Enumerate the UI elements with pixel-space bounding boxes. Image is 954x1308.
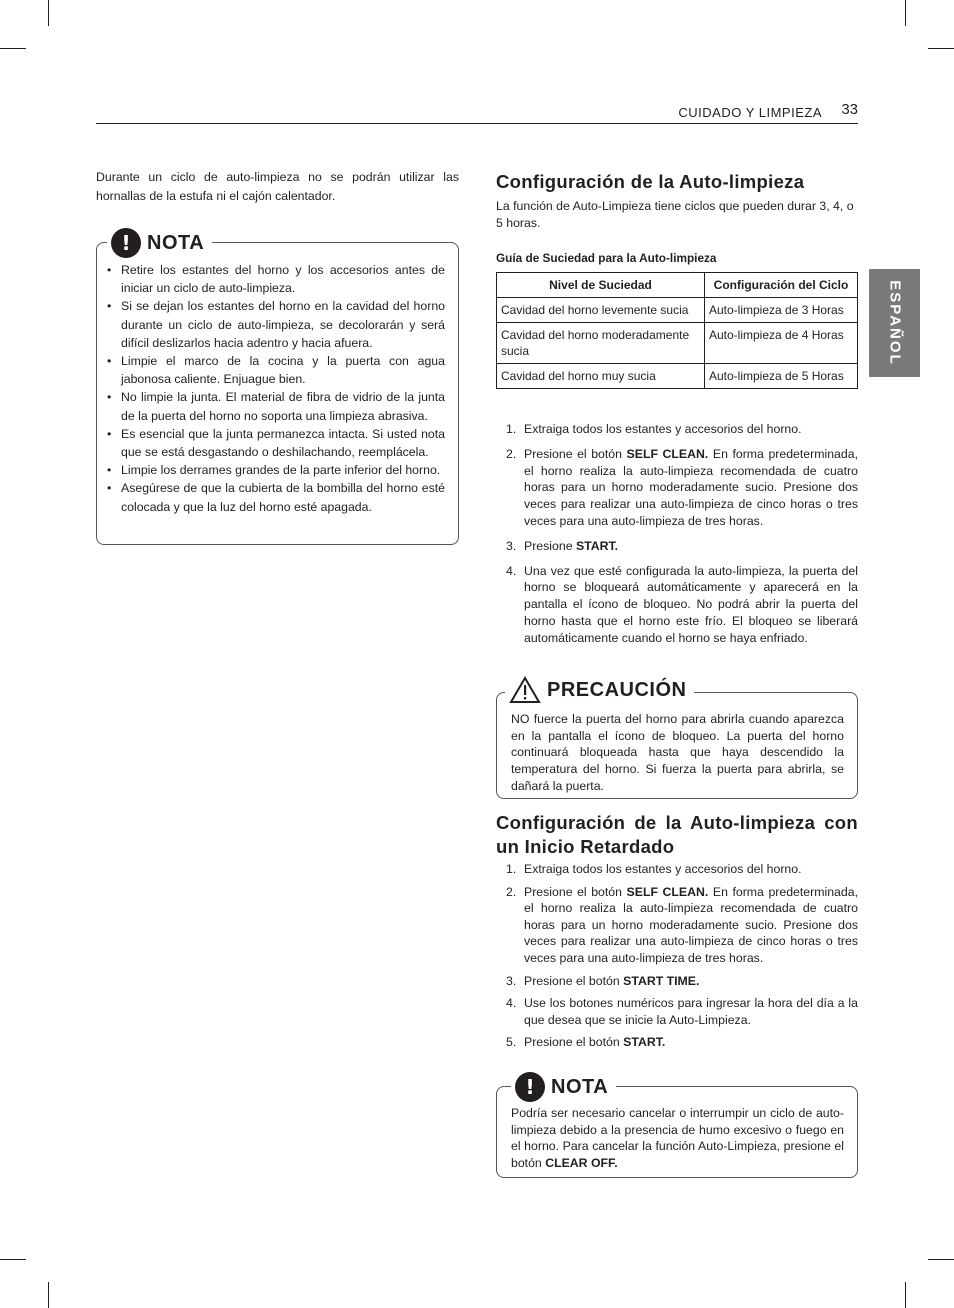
table-cell: Cavidad del horno muy sucia bbox=[497, 364, 705, 389]
step-item bbox=[496, 1034, 858, 1051]
step-item bbox=[496, 861, 858, 878]
step-text: Extraiga todos los estantes y accesorios del horno. bbox=[524, 862, 802, 876]
caution-title-group bbox=[505, 676, 694, 704]
list-item: • Si se dejan los estantes del horno en la cavidad del horno durante un ciclo de auto-limpieza, se decolorarán y será difícil deslizarlos hacia adentro y hacia afuera. bbox=[97, 297, 445, 352]
step-item bbox=[496, 538, 858, 555]
table-cell: Cavidad del horno levemente sucia bbox=[497, 298, 705, 323]
note-title-group bbox=[107, 228, 212, 258]
step-text: Extraiga todos los estantes y accesorios del horno. bbox=[524, 422, 802, 436]
page-number: 33 bbox=[841, 101, 858, 118]
step-button-name: START. bbox=[575, 538, 619, 553]
table-row bbox=[497, 323, 858, 364]
intro-text: Durante un ciclo de auto-limpieza no se podrán utilizar las hornallas de la estufa ni el cajón calentador. bbox=[96, 170, 459, 203]
crop-mark bbox=[905, 0, 906, 26]
note-box bbox=[496, 1075, 858, 1178]
step-text: Presione el botón bbox=[524, 973, 624, 988]
step-button-name: SELF CLEAN. bbox=[626, 446, 709, 461]
table-cell: Auto-limpieza de 4 Horas bbox=[705, 323, 858, 364]
note-list bbox=[97, 261, 445, 516]
step-number: 1. bbox=[506, 862, 517, 876]
list-item: • No limpie la junta. El material de fibra de vidrio de la junta de la puerta del horno no soporta una limpieza abrasiva. bbox=[97, 388, 445, 424]
exclamation-icon: ! bbox=[515, 1072, 545, 1102]
step-number: 3. bbox=[506, 538, 517, 553]
crop-mark bbox=[905, 1282, 906, 1308]
note-text bbox=[511, 1105, 844, 1172]
table-cell: Auto-limpieza de 5 Horas bbox=[705, 364, 858, 389]
crop-mark bbox=[0, 48, 26, 49]
note-text-main: Podría ser necesario cancelar o interrumpir un ciclo de auto-limpieza debido a la presencia de humo excesivo o fuego en el horno. Para cancelar la función Auto-Limpieza, presione el botón bbox=[511, 1106, 844, 1171]
step-text: Presione bbox=[524, 538, 576, 553]
section-description: La función de Auto-Limpieza tiene ciclos que pueden durar 3, 4, o 5 horas. bbox=[496, 199, 854, 230]
list-item: • Es esencial que la junta permanezca intacta. Si usted nota que se está desgastando o deshilachando, reemplácela. bbox=[97, 425, 445, 461]
table-row bbox=[497, 364, 858, 389]
note-title: NOTA bbox=[551, 1075, 609, 1098]
step-button-name: START TIME. bbox=[623, 973, 700, 988]
step-number: 4. bbox=[506, 563, 517, 578]
caution-title: PRECAUCIÓN bbox=[547, 678, 687, 701]
step-text: En forma predeterminada, el horno realiza la auto-limpieza recomendada de cuatro horas para un horno moderadamente sucio. Presione dos veces para realizar una auto-limpieza de cinco horas o tres veces para una auto-limpieza de tres horas. bbox=[524, 446, 858, 528]
list-item: • Asegúrese de que la cubierta de la bombilla del horno esté colocada y que la luz del horno esté apagada. bbox=[97, 479, 445, 515]
step-number: 2. bbox=[506, 884, 517, 899]
step-text: Presione el botón bbox=[524, 446, 627, 461]
section-title: CUIDADO Y LIMPIEZA bbox=[678, 105, 822, 120]
step-item bbox=[496, 995, 858, 1028]
steps-list bbox=[496, 421, 858, 647]
page-header bbox=[96, 100, 858, 124]
step-item bbox=[496, 563, 858, 647]
crop-mark bbox=[0, 1259, 26, 1260]
language-label: ESPAÑOL bbox=[886, 280, 903, 366]
note-text-bold: CLEAR OFF. bbox=[545, 1156, 618, 1171]
table-header-row bbox=[497, 273, 858, 298]
step-button-name: SELF CLEAN. bbox=[626, 884, 709, 899]
step-text: Una vez que esté configurada la auto-limpieza, la puerta del horno se bloqueará automáticamente y aparecerá en la pantalla el ícono de bloqueo. No podrá abrir la puerta del horno hasta que el horno este frío. El bloqueo se liberará automáticamente cuando el horno se haya enfriado. bbox=[524, 563, 858, 645]
table-cell: Auto-limpieza de 3 Horas bbox=[705, 298, 858, 323]
column-header: Configuración del Ciclo bbox=[705, 273, 858, 298]
note-box bbox=[96, 231, 459, 545]
exclamation-icon: ! bbox=[111, 228, 141, 258]
step-number: 3. bbox=[506, 973, 517, 988]
step-number: 1. bbox=[506, 422, 517, 436]
crop-mark bbox=[48, 1282, 49, 1308]
caution-text: NO fuerce la puerta del horno para abrirla cuando aparezca en la pantalla el ícono de bloqueo. La puerta del horno continuará bloqueada hasta que haya descendido la temperatura del horno. Si fuerza la puerta para abrirla, se dañará la puerta. bbox=[511, 712, 844, 793]
step-button-name: START. bbox=[623, 1035, 666, 1050]
caution-box bbox=[496, 678, 858, 799]
step-item bbox=[496, 973, 858, 990]
note-title-group bbox=[511, 1072, 616, 1102]
crop-mark bbox=[928, 1259, 954, 1260]
soil-guide-table bbox=[496, 272, 858, 389]
step-item bbox=[496, 446, 858, 530]
list-item: • Retire los estantes del horno y los accesorios antes de iniciar un ciclo de auto-limpieza. bbox=[97, 261, 445, 297]
step-text: Presione el botón bbox=[524, 884, 627, 899]
step-item bbox=[496, 884, 858, 967]
crop-mark bbox=[928, 48, 954, 49]
table-cell: Cavidad del horno moderadamente sucia bbox=[497, 323, 705, 364]
table-title: Guía de Suciedad para la Auto-limpieza bbox=[496, 251, 717, 265]
column-header: Nivel de Suciedad bbox=[497, 273, 705, 298]
section-heading: Configuración de la Auto-limpieza con un Inicio Retardado bbox=[496, 812, 858, 857]
list-item: • Limpie los derrames grandes de la parte inferior del horno. bbox=[97, 461, 445, 479]
step-number: 4. bbox=[506, 996, 517, 1011]
step-text: Presione el botón bbox=[524, 1035, 624, 1050]
section-heading: Configuración de la Auto-limpieza bbox=[496, 171, 805, 192]
warning-triangle-icon bbox=[509, 676, 541, 704]
table-row bbox=[497, 298, 858, 323]
list-item: • Limpie el marco de la cocina y la puerta con agua jabonosa caliente. Enjuague bien. bbox=[97, 352, 445, 388]
step-number: 2. bbox=[506, 446, 517, 461]
crop-mark bbox=[48, 0, 49, 26]
step-text: Use los botones numéricos para ingresar la hora del día a la que desea que se inicie la Auto-Limpieza. bbox=[524, 996, 858, 1027]
step-text: En forma predeterminada, el horno realiza la auto-limpieza recomendada de cuatro horas para un horno moderadamente sucio. Presione dos veces para realizar una auto-limpieza de cinco horas o tres veces para una auto-limpieza de tres horas. bbox=[524, 884, 858, 965]
step-item bbox=[496, 421, 858, 438]
step-number: 5. bbox=[506, 1035, 517, 1050]
language-tab bbox=[869, 269, 920, 377]
note-title: NOTA bbox=[147, 231, 205, 254]
steps-list bbox=[496, 861, 858, 1051]
